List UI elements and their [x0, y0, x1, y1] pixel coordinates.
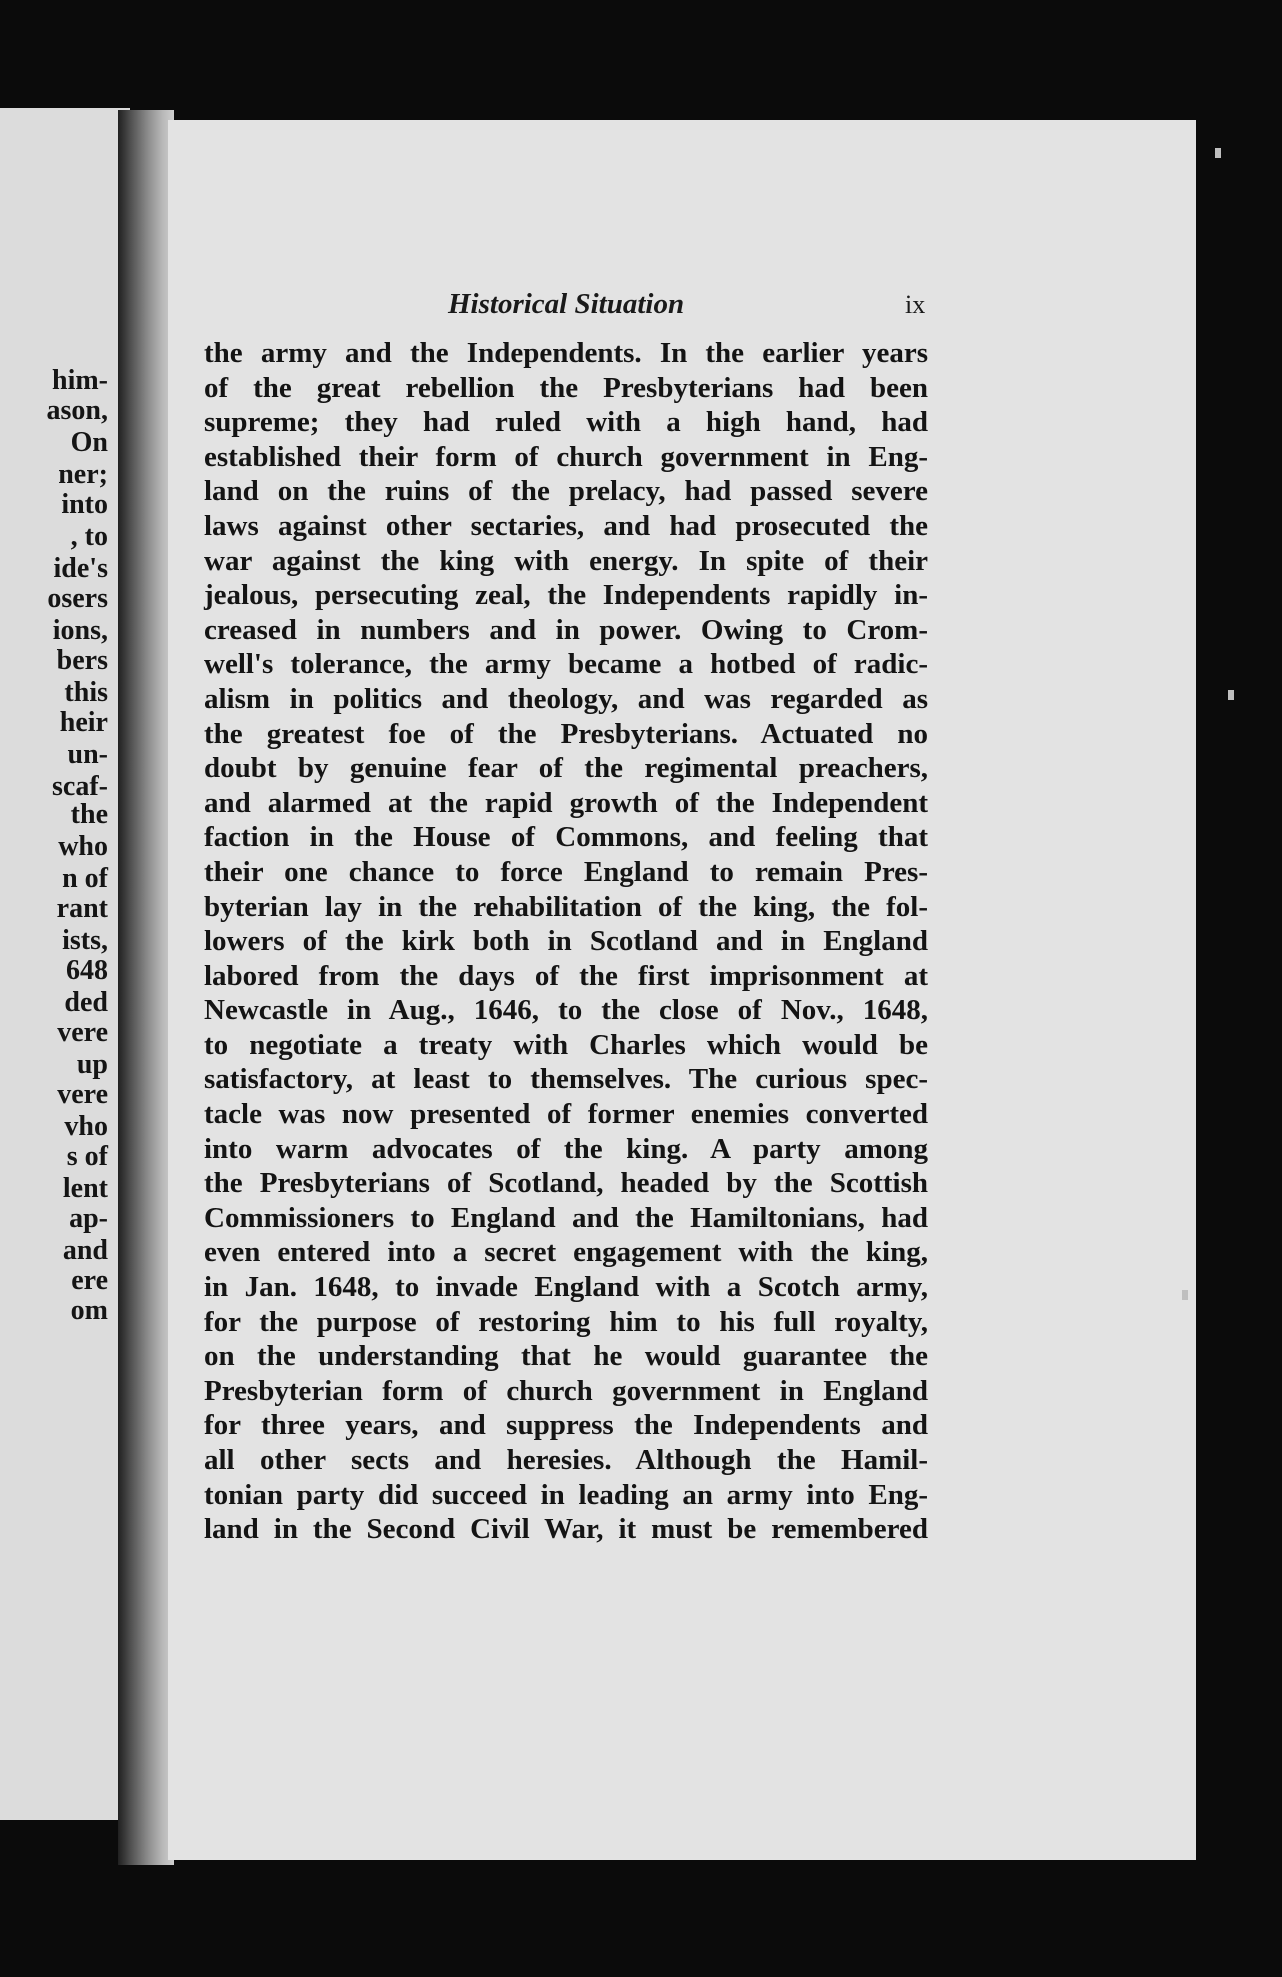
text-line: to negotiate a treaty with Charles which would be	[204, 1028, 928, 1061]
left-page-text-fragment: rant	[56, 893, 108, 924]
text-line: byterian lay in the rehabilitation of the king, the fol-	[204, 890, 928, 923]
book-binding-gutter	[118, 110, 174, 1865]
edge-speck	[1228, 690, 1234, 700]
text-line: creased in numbers and in power. Owing to Crom-	[204, 613, 928, 646]
text-line: the Presbyterians of Scotland, headed by the Scottish	[204, 1167, 928, 1200]
left-page-text-fragment: this	[64, 677, 108, 708]
left-page-text-fragment: ner;	[58, 459, 108, 490]
text-line: war against the king with energy. In spite of their	[204, 544, 928, 577]
text-line: for three years, and suppress the Independents and	[204, 1409, 928, 1442]
text-line: established their form of church government in Eng-	[204, 440, 928, 473]
left-page-text-fragment: vere	[57, 1079, 108, 1110]
running-head	[168, 288, 928, 328]
left-page-text-fragment: ason,	[46, 395, 108, 426]
text-line: tonian party did succeed in leading an army into Eng-	[204, 1478, 928, 1511]
left-page-text-fragment: ded	[64, 987, 108, 1018]
text-line: land in the Second Civil War, it must be remembered	[204, 1513, 928, 1546]
text-line: laws against other sectaries, and had prosecuted the	[204, 509, 928, 542]
text-line: well's tolerance, the army became a hotbed of radic-	[204, 648, 928, 681]
left-page-text-fragment: who	[58, 831, 108, 862]
text-line: all other sects and heresies. Although the Hamil-	[204, 1444, 928, 1476]
page-number: ix	[905, 290, 926, 319]
text-line: Commissioners to England and the Hamiltonians, had	[204, 1201, 928, 1234]
left-page-text-fragment: into	[61, 489, 108, 520]
text-line: lowers of the kirk both in Scotland and in England	[204, 925, 928, 958]
left-page-text-fragment: n of	[62, 863, 108, 894]
text-line: their one chance to force England to remain Pres-	[204, 855, 928, 888]
left-page-text-fragment: ide's	[53, 553, 108, 584]
text-line: land on the ruins of the prelacy, had passed severe	[204, 475, 928, 508]
left-page-text-fragment: un-	[67, 739, 108, 770]
text-line: satisfactory, at least to themselves. The curious spec-	[204, 1063, 928, 1096]
text-line: doubt by genuine fear of the regimental preachers,	[204, 752, 928, 785]
left-page-text-fragment: vere	[57, 1017, 108, 1048]
left-page-text-fragment: him-	[52, 365, 108, 396]
text-line: on the understanding that he would guarantee the	[204, 1340, 928, 1373]
text-line: supreme; they had ruled with a high hand, had	[204, 406, 928, 439]
text-line: labored from the days of the first imprisonment at	[204, 959, 928, 992]
left-page-text-fragment: scaf-	[52, 771, 108, 802]
text-line: in Jan. 1648, to invade England with a Scotch army,	[204, 1271, 928, 1304]
text-line: of the great rebellion the Presbyterians had been	[204, 371, 928, 404]
left-page-text-fragment: and	[62, 1235, 108, 1266]
text-line: Newcastle in Aug., 1646, to the close of Nov., 1648,	[204, 994, 928, 1027]
text-line: for the purpose of restoring him to his full royalty,	[204, 1305, 928, 1338]
left-page-text-fragment: ap-	[69, 1203, 108, 1234]
left-page-text-fragment: bers	[56, 645, 108, 676]
body-text	[204, 336, 928, 1547]
text-line: the army and the Independents. In the earlier years	[204, 337, 928, 369]
left-page-text-fragment: vho	[64, 1111, 108, 1142]
left-page-text-fragment: the	[70, 799, 108, 830]
running-title: Historical Situation	[448, 288, 685, 320]
text-line: jealous, persecuting zeal, the Independents rapidly in-	[204, 579, 928, 612]
text-line: the greatest foe of the Presbyterians. Actuated no	[204, 717, 928, 750]
left-page-text-fragment: ere	[71, 1265, 108, 1296]
text-line: into warm advocates of the king. A party among	[204, 1132, 928, 1165]
left-page-text-fragment: heir	[59, 707, 108, 738]
edge-speck	[1182, 1290, 1188, 1300]
text-line: Presbyterian form of church government in England	[204, 1374, 928, 1407]
text-line: and alarmed at the rapid growth of the Independent	[204, 786, 928, 819]
left-page-text-fragment: , to	[70, 521, 108, 552]
edge-speck	[1215, 148, 1221, 158]
left-page-text-fragment: ions,	[52, 615, 108, 646]
text-line: alism in politics and theology, and was regarded as	[204, 682, 928, 715]
left-page-text-fragment: 648	[66, 955, 108, 986]
left-page-text-fragment: On	[70, 427, 108, 458]
left-page-text-fragment: osers	[47, 583, 108, 614]
text-line: tacle was now presented of former enemies converted	[204, 1098, 928, 1131]
left-page-text-fragment: s of	[66, 1141, 108, 1172]
left-page-text-fragment: up	[76, 1049, 108, 1080]
text-line: faction in the House of Commons, and feeling that	[204, 821, 928, 854]
left-page-text-fragment: om	[70, 1295, 108, 1326]
left-page-text-fragment: ists,	[62, 925, 108, 956]
previous-page-fragment	[0, 108, 130, 1820]
text-line: even entered into a secret engagement with the king,	[204, 1236, 928, 1269]
book-page	[168, 120, 1196, 1860]
left-page-text-fragment: lent	[62, 1173, 108, 1204]
